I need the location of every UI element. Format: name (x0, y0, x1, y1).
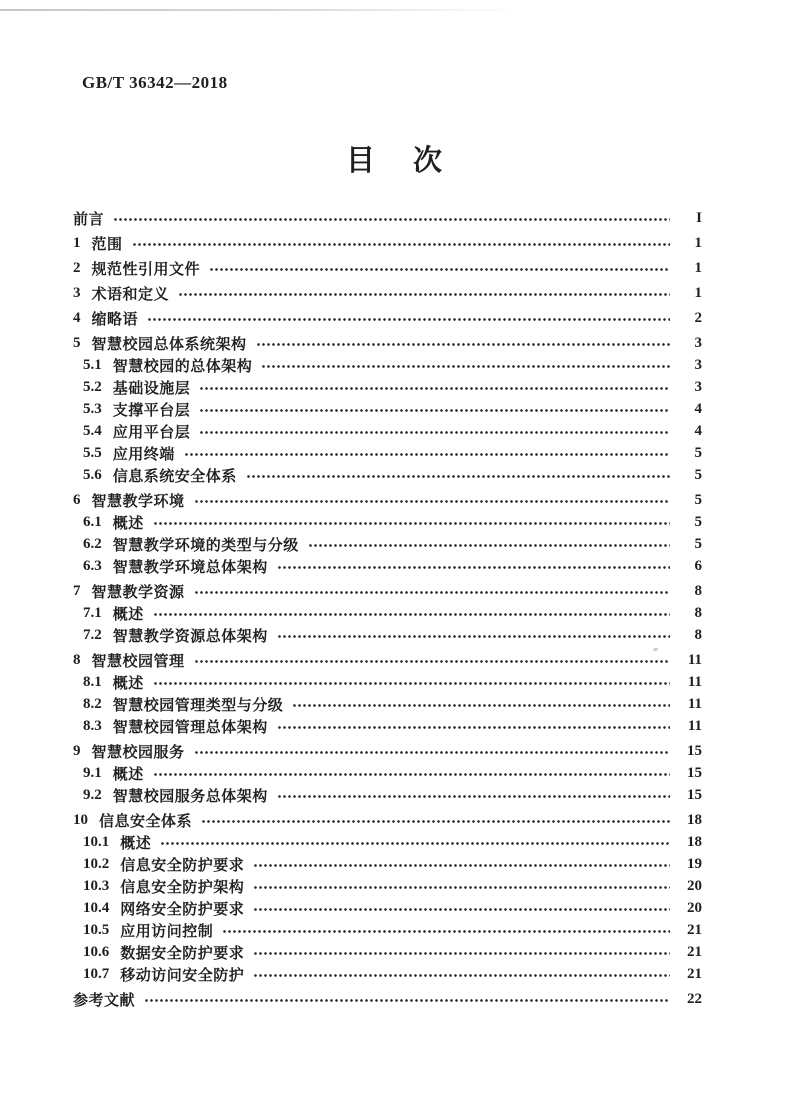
toc-entry-title: 应用平台层 (112, 424, 191, 441)
dot-leader (153, 521, 670, 526)
dot-leader (184, 452, 670, 457)
toc-entry-title: 智慧校园管理类型与分级 (112, 697, 284, 714)
toc-entry (73, 853, 702, 875)
toc-entry-page: 8 (694, 604, 702, 621)
toc-entry-page: 3 (694, 378, 702, 395)
toc-entry-page: 6 (694, 557, 702, 574)
toc-entry-page: 4 (694, 400, 702, 417)
dot-leader (113, 217, 670, 222)
toc-entry-number: 10.5 (83, 921, 110, 938)
toc-entry-page: I (696, 209, 702, 226)
scan-edge-artifact (0, 9, 520, 11)
toc-entry-page: 3 (694, 334, 702, 351)
toc-entry-number: 5.2 (83, 378, 102, 395)
dot-leader (194, 750, 670, 755)
dot-leader (261, 364, 670, 369)
toc-entry-title: 智慧校园服务总体架构 (112, 788, 268, 805)
toc-entry-title: 智慧教学环境总体架构 (112, 559, 268, 576)
toc-entry-page: 1 (694, 284, 702, 301)
toc-entry-title: 信息系统安全体系 (112, 468, 237, 485)
dot-leader (209, 267, 670, 272)
dot-leader (194, 590, 670, 595)
toc-entry-title: 概述 (112, 606, 144, 623)
toc-entry-number: 2 (73, 259, 81, 276)
toc-entry-title: 概述 (120, 835, 152, 852)
toc-entry-number: 5.3 (83, 400, 102, 417)
toc-entry-title: 术语和定义 (91, 286, 170, 303)
toc-entry (73, 207, 702, 229)
dot-leader (253, 907, 670, 912)
toc-entry (73, 693, 702, 715)
toc-entry-page: 5 (694, 491, 702, 508)
dot-leader (194, 499, 670, 504)
toc-entry-title: 规范性引用文件 (91, 261, 201, 278)
toc-entry-page: 2 (694, 309, 702, 326)
dot-leader (199, 430, 670, 435)
toc-entry (73, 555, 702, 577)
toc-entry-page: 8 (694, 582, 702, 599)
dot-leader (160, 841, 670, 846)
toc-entry-page: 5 (694, 466, 702, 483)
toc-entry-number: 10.6 (83, 943, 110, 960)
toc-entry-number: 10.2 (83, 855, 110, 872)
toc-entry-title: 智慧校园管理 (91, 653, 185, 670)
dot-leader (277, 634, 670, 639)
toc-entry (73, 784, 702, 806)
toc-entry-title: 智慧校园服务 (91, 744, 185, 761)
dot-leader (178, 292, 670, 297)
toc-entry-title: 参考文献 (73, 992, 136, 1009)
toc-entry-title: 智慧校园总体系统架构 (91, 336, 247, 353)
toc-entry (73, 809, 702, 831)
toc-entry-title: 应用终端 (112, 446, 175, 463)
toc-entry-page: 20 (687, 877, 702, 894)
toc-entry-number: 8.3 (83, 717, 102, 734)
toc-entry-page: 5 (694, 513, 702, 530)
toc-entry-title: 概述 (112, 675, 144, 692)
dot-leader (253, 885, 670, 890)
dot-leader (253, 951, 670, 956)
toc-entry (73, 580, 702, 602)
toc-entry-number: 10.1 (83, 833, 110, 850)
toc-entry (73, 489, 702, 511)
toc-entry-page: 11 (687, 695, 702, 712)
toc-entry (73, 257, 702, 279)
toc-entry-page: 19 (687, 855, 702, 872)
toc-entry-number: 7.2 (83, 626, 102, 643)
toc-entry-page: 20 (687, 899, 702, 916)
toc-entry (73, 282, 702, 304)
toc-entry-number: 5.4 (83, 422, 102, 439)
toc-entry-page: 1 (694, 234, 702, 251)
toc-entry (73, 602, 702, 624)
toc-entry (73, 919, 702, 941)
toc-entry-title: 信息安全体系 (99, 813, 193, 830)
toc-entry-title: 数据安全防护要求 (120, 945, 245, 962)
dot-leader (277, 725, 670, 730)
dot-leader (246, 474, 670, 479)
toc-list (73, 207, 702, 1010)
toc-entry-page: 5 (694, 535, 702, 552)
toc-entry (73, 941, 702, 963)
toc-entry-page: 22 (687, 990, 702, 1007)
toc-entry-title: 智慧校园的总体架构 (112, 358, 253, 375)
toc-entry (73, 307, 702, 329)
toc-entry-number: 5.5 (83, 444, 102, 461)
toc-entry-number: 9.1 (83, 764, 102, 781)
dot-leader (153, 612, 670, 617)
dot-leader (199, 386, 670, 391)
toc-entry-number: 8 (73, 651, 81, 668)
dot-leader (201, 819, 670, 824)
page-title: 目次 (345, 145, 480, 177)
dot-leader (153, 681, 670, 686)
toc-entry-number: 5 (73, 334, 81, 351)
toc-entry-number: 8.2 (83, 695, 102, 712)
toc-entry-title: 网络安全防护要求 (120, 901, 245, 918)
toc-entry-page: 8 (694, 626, 702, 643)
toc-entry-number: 10.7 (83, 965, 110, 982)
dot-leader (144, 998, 670, 1003)
toc-entry (73, 442, 702, 464)
dot-leader (194, 659, 670, 664)
toc-entry-number: 10.4 (83, 899, 110, 916)
dot-leader (199, 408, 670, 413)
toc-entry-title: 移动访问安全防护 (120, 967, 245, 984)
toc-entry-page: 3 (694, 356, 702, 373)
toc-entry-number: 6.3 (83, 557, 102, 574)
toc-entry-title: 支撑平台层 (112, 402, 191, 419)
toc-entry (73, 963, 702, 985)
toc-entry-page: 5 (694, 444, 702, 461)
dot-leader (308, 543, 670, 548)
toc-entry-page: 18 (687, 811, 702, 828)
toc-entry-title: 智慧教学资源 (91, 584, 185, 601)
dot-leader (277, 794, 670, 799)
toc-entry (73, 332, 702, 354)
toc-entry (73, 988, 702, 1010)
toc-entry (73, 464, 702, 486)
toc-entry-number: 1 (73, 234, 81, 251)
toc-entry (73, 511, 702, 533)
toc-entry (73, 398, 702, 420)
toc-entry-number: 7 (73, 582, 81, 599)
dot-leader (132, 242, 670, 247)
toc-entry-title: 应用访问控制 (120, 923, 214, 940)
toc-entry (73, 420, 702, 442)
toc-entry-number: 10.3 (83, 877, 110, 894)
toc-entry-number: 6 (73, 491, 81, 508)
toc-entry-title: 信息安全防护要求 (120, 857, 245, 874)
dot-leader (147, 317, 670, 322)
toc-entry-page: 15 (687, 786, 702, 803)
toc-entry-number: 10 (73, 811, 88, 828)
toc-entry-number: 3 (73, 284, 81, 301)
toc-entry-number: 9.2 (83, 786, 102, 803)
toc-entry-number: 8.1 (83, 673, 102, 690)
toc-entry-title: 基础设施层 (112, 380, 191, 397)
toc-entry-page: 4 (694, 422, 702, 439)
toc-entry-title: 概述 (112, 515, 144, 532)
toc-entry-page: 21 (687, 921, 702, 938)
toc-entry-title: 智慧教学环境的类型与分级 (112, 537, 299, 554)
toc-entry-number: 4 (73, 309, 81, 326)
toc-entry (73, 897, 702, 919)
toc-entry-page: 11 (687, 651, 702, 668)
toc-entry (73, 533, 702, 555)
toc-entry-page: 21 (687, 943, 702, 960)
toc-entry (73, 376, 702, 398)
toc-entry-page: 1 (694, 259, 702, 276)
toc-entry-number: 5.1 (83, 356, 102, 373)
toc-entry-title: 概述 (112, 766, 144, 783)
dot-leader (222, 929, 670, 934)
toc-entry (73, 624, 702, 646)
toc-entry (73, 831, 702, 853)
dot-leader (292, 703, 670, 708)
dot-leader (253, 973, 670, 978)
standard-number: GB/T 36342—2018 (82, 73, 228, 92)
dot-leader (256, 342, 670, 347)
toc-entry-title: 智慧教学环境 (91, 493, 185, 510)
toc-entry (73, 354, 702, 376)
toc-entry-page: 18 (687, 833, 702, 850)
toc-entry-number: 9 (73, 742, 81, 759)
toc-entry-title: 前言 (73, 211, 105, 228)
toc-entry (73, 671, 702, 693)
toc-entry-title: 范围 (91, 236, 123, 253)
toc-entry-page: 15 (687, 742, 702, 759)
toc-entry (73, 715, 702, 737)
toc-entry-title: 智慧教学资源总体架构 (112, 628, 268, 645)
toc-entry (73, 875, 702, 897)
dot-leader (153, 772, 670, 777)
toc-entry-page: 21 (687, 965, 702, 982)
toc-entry-page: 15 (687, 764, 702, 781)
toc-entry-number: 7.1 (83, 604, 102, 621)
dot-leader (253, 863, 670, 868)
toc-entry-number: 6.2 (83, 535, 102, 552)
dot-leader (277, 565, 670, 570)
toc-entry-title: 信息安全防护架构 (120, 879, 245, 896)
toc-entry (73, 649, 702, 671)
toc-entry-title: 智慧校园管理总体架构 (112, 719, 268, 736)
toc-entry (73, 762, 702, 784)
toc-entry-page: 11 (687, 717, 702, 734)
toc-entry-title: 缩略语 (91, 311, 139, 328)
toc-entry-number: 5.6 (83, 466, 102, 483)
toc-entry (73, 740, 702, 762)
toc-entry-number: 6.1 (83, 513, 102, 530)
toc-entry-page: 11 (687, 673, 702, 690)
toc-entry (73, 232, 702, 254)
